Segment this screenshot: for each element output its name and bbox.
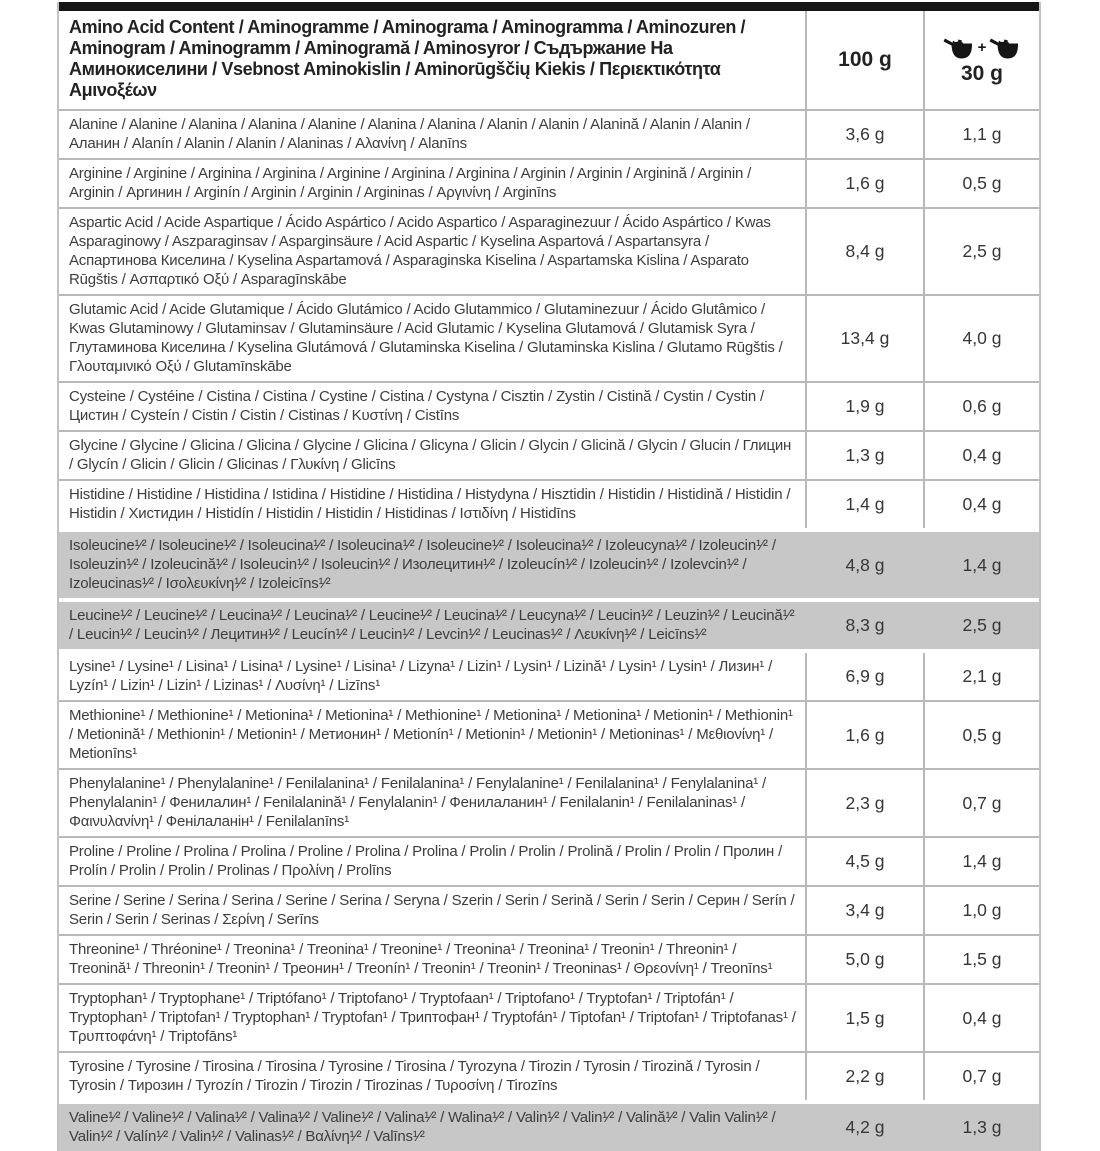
table-row bbox=[59, 207, 1039, 294]
column-header-30g bbox=[923, 11, 1039, 109]
scoop-icon bbox=[942, 35, 976, 61]
table-top-bar bbox=[59, 2, 1039, 11]
value-per-30g: 0,7 g bbox=[923, 770, 1039, 836]
table-row bbox=[59, 1100, 1039, 1151]
table-row bbox=[59, 294, 1039, 381]
amino-acid-names: Glutamic Acid / Acide Glutamique / Ácido Glutámico / Acido Glutammico / Glutaminezuur / Ácido Glutâmico / Kwas Glutaminowy / Glutaminsav / Glutaminsäure / Acid Glutamic / Kyselina Glutamová / Glutamisk Syra / Глутаминова Киселина / Kyselina Glutámová / Glutaminska Kiselina / Glutaminska Kislina / Glutamo Rūgštis / Γλουταμινικό Οξύ / Glutamīnskābe bbox=[69, 301, 783, 375]
amino-acid-names: Arginine / Arginine / Arginina / Arginina / Arginine / Arginina / Arginina / Arginin / Arginin / Arginină / Arginin / Arginin / Аргинин / Arginín / Arginin / Arginin / Argininas / Αργινίνη / Arginīns bbox=[69, 165, 752, 201]
table-row bbox=[59, 430, 1039, 479]
value-per-100g: 8,3 g bbox=[845, 615, 885, 635]
table-row bbox=[59, 158, 1039, 207]
value-per-30g: 1,4 g bbox=[962, 554, 1002, 575]
amino-acid-names: Proline / Proline / Prolina / Prolina / Proline / Prolina / Prolina / Prolin / Prolin / Prolină / Prolin / Prolin / Пролин / Prolín / Prolin / Prolin / Prolinas / Προλίνη / Prolīns bbox=[69, 843, 783, 879]
value-per-100g: 4,2 g bbox=[845, 1117, 885, 1137]
table-row bbox=[59, 111, 1039, 158]
serving-scoops bbox=[942, 35, 1023, 61]
amino-acid-names: Glycine / Glycine / Glicina / Glicina / Glycine / Glicina / Glicyna / Glicin / Glycin / Glicină / Glycin / Glucin / Глицин / Glycín / Glicin / Glicin / Glicinas / Γλυκίνη / Glicīns bbox=[69, 437, 792, 473]
scoop-icon bbox=[988, 35, 1022, 61]
table-row bbox=[59, 598, 1039, 649]
table-row bbox=[59, 700, 1039, 768]
table-body bbox=[59, 111, 1039, 1151]
value-per-100g: 1,5 g bbox=[805, 985, 923, 1051]
amino-acid-names: Methionine¹ / Methionine¹ / Metionina¹ / Metionina¹ / Methionine¹ / Metionina¹ / Metionina¹ / Metionin¹ / Methionin¹ / Metionină¹ / Methionin¹ / Metionin¹ / Метионин¹ / Metionín¹ / Metionin¹ / Metionin¹ / Metioninas¹ / Μεθιονίνη¹ / Metionīns¹ bbox=[69, 707, 793, 762]
value-per-100g: 1,6 g bbox=[805, 702, 923, 768]
table-row bbox=[59, 768, 1039, 836]
amino-acid-names: Valine¹⁄² / Valine¹⁄² / Valina¹⁄² / Valina¹⁄² / Valine¹⁄² / Valina¹⁄² / Walina¹⁄² / Valin¹⁄² / Valin¹⁄² / Valină¹⁄² / Valin Valin¹⁄² / Valin¹⁄² / Valín¹⁄² / Valin¹⁄² / Valinas¹⁄² / Βαλίνη¹⁄² / Valīns¹⁄² bbox=[69, 1109, 776, 1145]
value-per-100g: 1,3 g bbox=[805, 432, 923, 479]
amino-acid-names: Isoleucine¹⁄² / Isoleucine¹⁄² / Isoleucina¹⁄² / Isoleucina¹⁄² / Isoleucine¹⁄² / Isoleucina¹⁄² / Izoleucyna¹⁄² / Izoleucin¹⁄² / Isoleuzin¹⁄² / Izoleucină¹⁄² / Isoleucin¹⁄² / Isoleucin¹⁄² / Изолецитин¹⁄² / Izoleucín¹⁄² / Izoleucin¹⁄² / Izolevcin¹⁄² / Izoleucinas¹⁄² / Ισολευκίνη¹⁄² / Izoleicīns¹⁄² bbox=[69, 537, 776, 592]
value-per-100g: 5,0 g bbox=[805, 936, 923, 983]
amino-acid-names: Phenylalanine¹ / Phenylalanine¹ / Fenilalanina¹ / Fenilalanina¹ / Fenylalanine¹ / Fenilalanina¹ / Fenylalanina¹ / Phenylalanin¹ / Фенилалин¹ / Fenilalanină¹ / Fenylalanin¹ / Фенилаланин¹ / Fenilalanin¹ / Fenilalaninas¹ / Φαινυλανίνη¹ / Фенілаланін¹ / Fenilalanīns¹ bbox=[69, 775, 766, 830]
amino-acid-names: Alanine / Alanine / Alanina / Alanina / Alanine / Alanina / Alanina / Alanin / Alanin / Alanină / Alanin / Alanin / Аланин / Alanín / Alanin / Alanin / Alaninas / Αλανίνη / Alanīns bbox=[69, 116, 750, 152]
value-per-30g: 0,5 g bbox=[923, 160, 1039, 207]
value-per-30g: 0,7 g bbox=[923, 1053, 1039, 1100]
table-row bbox=[59, 479, 1039, 528]
amino-acid-names: Cysteine / Cystéine / Cistina / Cistina / Cystine / Cistina / Cystyna / Cisztin / Zystin / Cistină / Cystin / Cystin / Цистин / Cysteín / Cistin / Cistin / Cistinas / Κυστίνη / Cistīns bbox=[69, 388, 764, 424]
value-per-30g: 1,1 g bbox=[923, 111, 1039, 158]
amino-acid-names: Leucine¹⁄² / Leucine¹⁄² / Leucina¹⁄² / Leucina¹⁄² / Leucine¹⁄² / Leucina¹⁄² / Leucyna¹⁄² / Leucin¹⁄² / Leuzin¹⁄² / Leucină¹⁄² / Leucin¹⁄² / Leucin¹⁄² / Лецитин¹⁄² / Leucín¹⁄² / Leucin¹⁄² / Levcin¹⁄² / Leucinas¹⁄² / Λευκίνη¹⁄² / Leicīns¹⁄² bbox=[69, 607, 795, 643]
amino-acid-names: Lysine¹ / Lysine¹ / Lisina¹ / Lisina¹ / Lysine¹ / Lisina¹ / Lizyna¹ / Lizin¹ / Lysin¹ / Lizină¹ / Lysin¹ / Lysin¹ / Лизин¹ / Lyzín¹ / Lizin¹ / Lizin¹ / Lizinas¹ / Λυσίνη¹ / Lizīns¹ bbox=[69, 658, 773, 694]
amino-acid-names: Histidine / Histidine / Histidina / Istidina / Histidine / Histidina / Histydyna / Hisztidin / Histidin / Histidină / Histidin / Histidin / Хистидин / Histidín / Histidin / Histidin / Histidinas / Ιστιδίνη / Histidīns bbox=[69, 486, 791, 522]
value-per-30g: 0,4 g bbox=[923, 432, 1039, 479]
value-per-30g: 2,5 g bbox=[962, 615, 1002, 635]
value-per-30g: 0,4 g bbox=[923, 481, 1039, 528]
value-per-100g: 3,6 g bbox=[805, 111, 923, 158]
table-row bbox=[59, 381, 1039, 430]
table-row bbox=[59, 836, 1039, 885]
value-per-100g: 4,5 g bbox=[805, 838, 923, 885]
value-per-100g: 3,4 g bbox=[805, 887, 923, 934]
value-per-100g: 1,6 g bbox=[805, 160, 923, 207]
table-row bbox=[59, 885, 1039, 934]
value-per-30g: 1,5 g bbox=[923, 936, 1039, 983]
column-header-100g-label: 100 g bbox=[838, 48, 892, 71]
value-per-30g: 0,5 g bbox=[923, 702, 1039, 768]
value-per-30g: 0,6 g bbox=[923, 383, 1039, 430]
value-per-30g: 2,1 g bbox=[923, 653, 1039, 700]
table-row bbox=[59, 528, 1039, 598]
value-per-100g: 8,4 g bbox=[805, 209, 923, 294]
value-per-30g: 1,0 g bbox=[923, 887, 1039, 934]
column-header-100g bbox=[805, 11, 923, 109]
value-per-100g: 1,9 g bbox=[805, 383, 923, 430]
table-row bbox=[59, 983, 1039, 1051]
table-row bbox=[59, 934, 1039, 983]
value-per-100g: 6,9 g bbox=[805, 653, 923, 700]
amino-acid-names: Threonine¹ / Thréonine¹ / Treonina¹ / Treonina¹ / Treonine¹ / Treonina¹ / Treonina¹ / Treonin¹ / Threonin¹ / Treonină¹ / Threonin¹ / Treonin¹ / Треонин¹ / Treonín¹ / Treonin¹ / Treonin¹ / Treoninas¹ / Θρεονίνη¹ / Treonīns¹ bbox=[69, 941, 773, 977]
value-per-30g: 0,4 g bbox=[923, 985, 1039, 1051]
amino-acid-names: Aspartic Acid / Acide Aspartique / Ácido Aspártico / Acido Aspartico / Asparaginezuur / Ácido Aspártico / Kwas Asparaginowy / Aszparaginsav / Asparginsäure / Acid Aspartic / Kyselina Aspartová / Aspartansyra / Аспартинова Киселина / Kyselina Aspartamová / Asparaginska Kiselina / Aspartamska Kislina / Asparato Rūgštis / Ασπαρτικό Οξύ / Asparagīnskābe bbox=[69, 214, 771, 288]
table-header-row bbox=[59, 11, 1039, 111]
table-row bbox=[59, 649, 1039, 700]
amino-acid-names: Serine / Serine / Serina / Serina / Serine / Serina / Seryna / Szerin / Serin / Serină / Serin / Serin / Серин / Serín / Serin / Serin / Serinas / Σερίνη / Serīns bbox=[69, 892, 795, 928]
amino-acid-table bbox=[57, 2, 1041, 1151]
value-per-100g: 1,4 g bbox=[805, 481, 923, 528]
value-per-100g: 13,4 g bbox=[805, 296, 923, 381]
amino-acid-names: Tyrosine / Tyrosine / Tirosina / Tirosina / Tyrosine / Tirosina / Tyrozyna / Tirozin / Tyrosin / Tirozină / Tyrosin / Tyrosin / Тирозин / Tyrozín / Tirozin / Tirozin / Tirozinas / Τυροσίνη / Tirozīns bbox=[69, 1058, 760, 1094]
amino-acid-names: Tryptophan¹ / Tryptophane¹ / Triptófano¹ / Triptofano¹ / Tryptofaan¹ / Triptofano¹ / Tryptofan¹ / Triptofán¹ / Tryptophan¹ / Triptofan¹ / Tryptophan¹ / Tryptofan¹ / Триптофан¹ / Tryptofán¹ / Tiptofan¹ / Triptofan¹ / Triptofanas¹ / Τρυπτοφάνη¹ / Triptofāns¹ bbox=[69, 990, 796, 1045]
value-per-100g: 4,8 g bbox=[845, 554, 885, 575]
value-per-30g: 1,4 g bbox=[923, 838, 1039, 885]
table-title: Amino Acid Content / Aminogramme / Aminograma / Aminogramma / Aminozuren / Aminogram / Aminogramm / Aminogramă / Aminosyror / Съдържание На Аминокиселини / Vsebnost Aminokislin / Aminorūgščių Kiekis / Περιεκτικότητα Αμινοξέων bbox=[69, 17, 746, 100]
table-row bbox=[59, 1051, 1039, 1100]
value-per-100g: 2,2 g bbox=[805, 1053, 923, 1100]
column-header-30g-label: 30 g bbox=[960, 61, 1004, 85]
value-per-30g: 4,0 g bbox=[923, 296, 1039, 381]
value-per-30g: 2,5 g bbox=[923, 209, 1039, 294]
value-per-100g: 2,3 g bbox=[805, 770, 923, 836]
value-per-30g: 1,3 g bbox=[962, 1117, 1002, 1137]
plus-sign: + bbox=[977, 39, 987, 56]
